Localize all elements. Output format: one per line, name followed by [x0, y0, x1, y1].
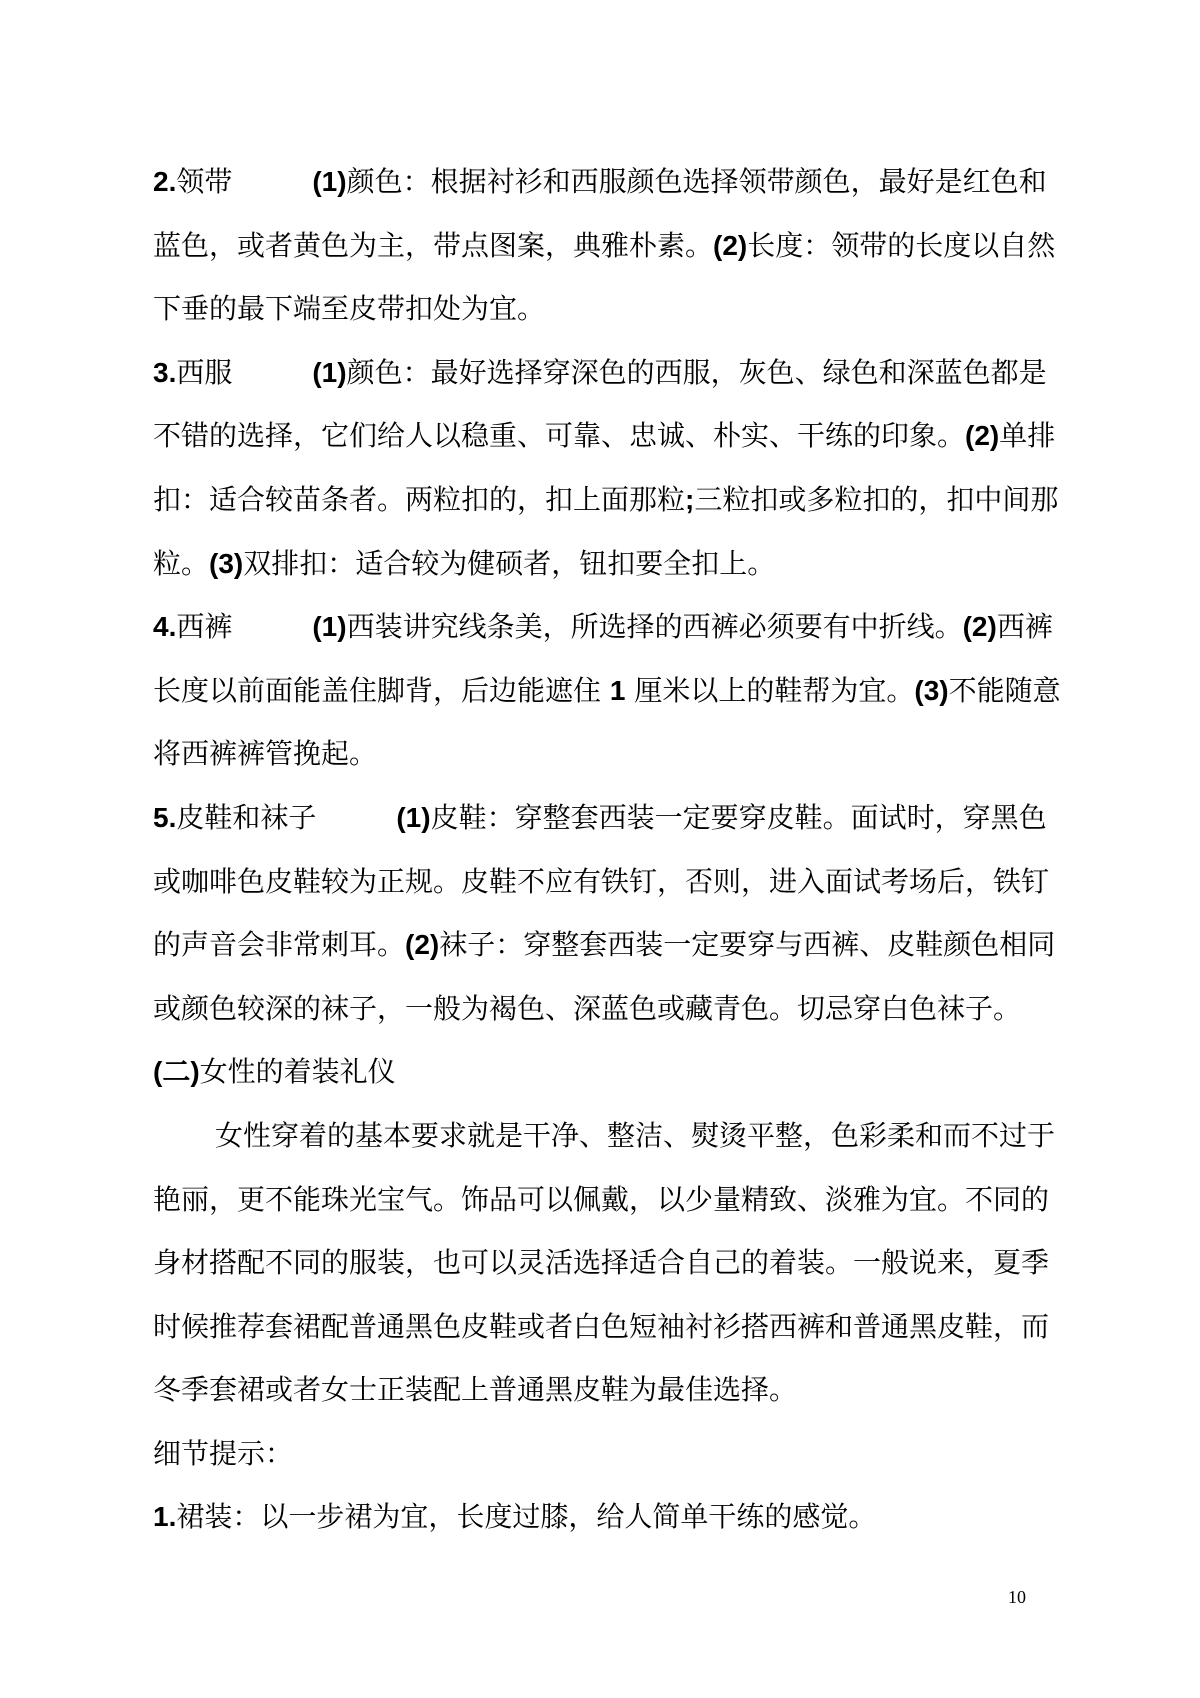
item-text: 颜色：最好选择穿深色的西服，灰色、绿色和深蓝色都是不错的选择，它们给人以稳重、可靠、忠诚、朴实、干练的印象。: [153, 355, 1047, 453]
item-text: 长度：领带的长度以自然下垂的最下端至皮带扣处为宜。: [153, 228, 1056, 326]
item-text: 西裤长度以前面能盖住脚背，后边能遮住: [153, 610, 1053, 707]
section-heading-number: (二): [153, 1056, 200, 1088]
item-text: 不能随意将西裤裤管挽起。: [153, 673, 1061, 771]
document-body: [153, 150, 1063, 1549]
item-title: 领带: [176, 165, 233, 198]
item-text: 三粒扣或多粒扣的，扣中间那粒。: [153, 482, 1059, 580]
tip-text: 裙装：以一步裙为宜，长度过膝，给人简单干练的感觉。: [176, 1500, 877, 1534]
item-text: 1: [609, 674, 626, 706]
tips-heading: 细节提示：: [153, 1436, 294, 1470]
item-marker: (2): [713, 229, 748, 261]
item-text: 厘米以上的鞋帮为宜。: [625, 673, 915, 707]
section-heading-text: 女性的着装礼仪: [199, 1055, 396, 1089]
item-text: 单排扣：适合较苗条者。两粒扣的，扣上面那粒: [153, 419, 1056, 516]
item-text: 皮鞋：穿整套西装一定要穿皮鞋。面试时，穿黑色或咖啡色皮鞋较为正规。皮鞋不应有铁钉，否则，进入面试考场后，铁钉的声音会非常刺耳。: [153, 800, 1050, 962]
item-title: 西服: [176, 355, 233, 389]
item-trousers: [153, 595, 1063, 786]
item-number: 5.: [153, 801, 177, 833]
item-marker: (1): [312, 611, 347, 643]
item-marker: (3): [914, 674, 949, 706]
tip-number: 1.: [153, 1501, 177, 1533]
item-marker: (1): [312, 356, 347, 388]
item-necktie: [153, 150, 1063, 341]
page-number: 10: [1008, 1587, 1026, 1607]
section-heading: [153, 1040, 1063, 1104]
item-text: 袜子：穿整套西装一定要穿与西裤、皮鞋颜色相同或颜色较深的袜子，一般为褐色、深蓝色或藏青色。切忌穿白色袜子。: [153, 928, 1056, 1025]
item-marker: (1): [396, 801, 431, 833]
item-shoes-socks: [153, 786, 1063, 1040]
item-title: 皮鞋和袜子: [176, 800, 317, 834]
item-text: 颜色：根据衬衫和西服颜色选择领带颜色，最好是红色和蓝色，或者黄色为主，带点图案，典雅朴素。: [153, 165, 1047, 262]
item-number: 3.: [153, 356, 177, 388]
item-marker: (2): [965, 420, 1000, 452]
item-text: 西装讲究线条美，所选择的西裤必须要有中折线。: [346, 610, 963, 644]
item-number: 2.: [153, 166, 177, 197]
item-title: 西裤: [176, 610, 233, 644]
item-suit: [153, 341, 1063, 595]
item-marker: (2): [962, 611, 997, 643]
item-marker: (3): [209, 547, 244, 579]
item-text: ;: [685, 483, 695, 515]
item-marker: (1): [312, 166, 347, 197]
item-marker: (2): [405, 929, 440, 961]
item-text: 双排扣：适合较为健硕者，钮扣要全扣上。: [243, 546, 776, 580]
tip-item: [153, 1485, 1063, 1549]
section-body: 女性穿着的基本要求就是干净、整洁、熨烫平整，色彩柔和而不过于艳丽，更不能珠光宝气。饰品可以佩戴，以少量精致、淡雅为宜。不同的身材搭配不同的服装，也可以灵活选择适合自己的着装。一般说来，夏季时候推荐套裙配普通黑色皮鞋或者白色短袖衬衫搭西裤和普通黑皮鞋，而冬季套裙或者女士正装配上普通黑皮鞋为最佳选择。: [153, 1118, 1056, 1407]
item-number: 4.: [153, 611, 177, 643]
